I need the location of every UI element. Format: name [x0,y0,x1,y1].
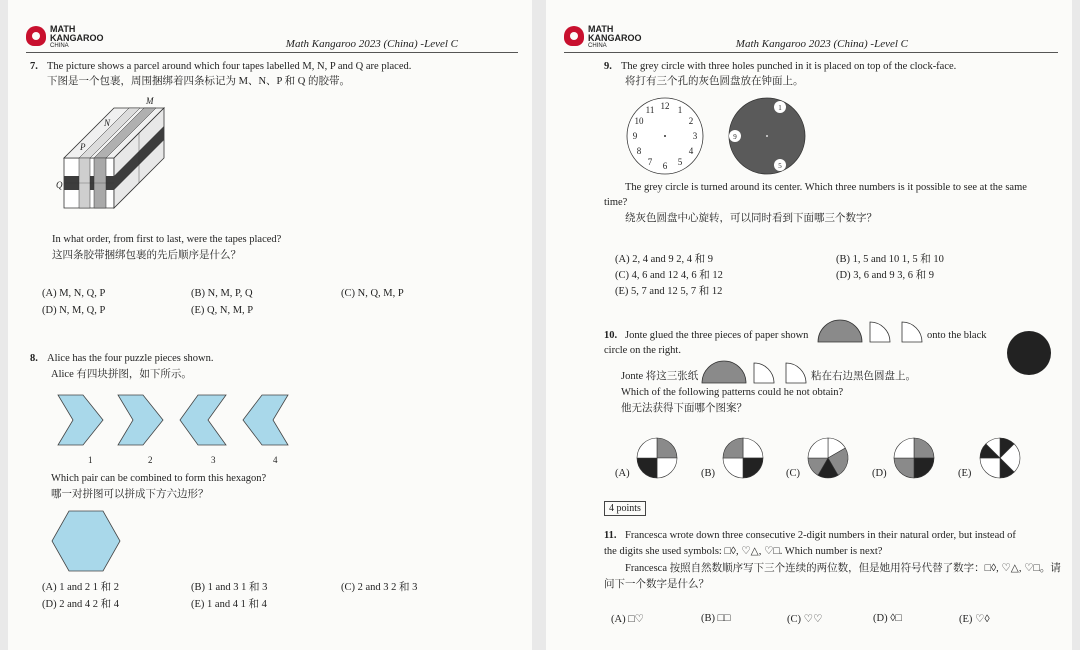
q9-text-en: The grey circle with three holes punched in it is placed on top of the clock-face. [621,61,957,72]
paper-pieces-figure [818,318,928,344]
math-kangaroo-logo [26,24,116,50]
q10-text-zh-a: Jonte 将这三张纸 [621,371,699,382]
q9-number: 9. [604,61,612,72]
q11-answer-a[interactable]: (A) □♡ [611,614,644,625]
paper-pieces-figure-2 [702,359,812,385]
q11-answer-e[interactable]: (E) ♡◊ [959,614,990,625]
q10-text-en-b: onto the black [927,330,987,341]
q8-ask-en: Which pair can be combined to form this hexagon? [51,473,267,484]
left-page [8,0,532,650]
piece-label-4: 4 [273,455,278,465]
tape-label-q: Q [56,180,63,190]
logo-line-1: MATH [588,24,614,34]
black-disc-figure [1006,330,1052,376]
q8-answer-d[interactable]: (D) 2 and 4 2 和 4 [42,599,119,610]
q10-text-en-a: Jonte glued the three pieces of paper shown [625,330,809,341]
q8-text-en: Alice has the four puzzle pieces shown. [47,353,214,364]
page-header [26,22,518,53]
q7-answer-a[interactable]: (A) M, N, Q, P [42,288,106,299]
q9-ask-en-2: time? [604,197,628,208]
q10-option-label-2[interactable]: (B) [701,468,715,479]
grey-disc-figure [727,96,807,176]
section-points-badge: 4 points [604,501,646,516]
q7-number: 7. [30,61,38,72]
clock-number-5: 5 [677,156,683,167]
q10-option-label-3[interactable]: (C) [786,468,800,479]
q11-number: 11. [604,530,617,541]
q7-ask-en: In what order, from first to last, were the tapes placed? [52,234,282,245]
q9-answer-b[interactable]: (B) 1, 5 and 10 1, 5 和 10 [836,254,944,265]
logo-line-3: CHINA [588,43,607,49]
puzzle-piece-4 [243,395,288,445]
q10-option-pattern-5[interactable] [978,436,1022,480]
header-title-right: Math Kangaroo 2023 (China) -Level C [735,38,908,50]
q10-ask-en: Which of the following patterns could he not obtain? [621,387,844,398]
q9-text-zh: 将打有三个孔的灰色圆盘放在钟面上。 [625,76,804,87]
clock-number-2: 2 [688,116,694,126]
clock-number-6: 6 [662,161,668,171]
clock-number-8: 8 [636,146,642,156]
hole-label-1: 1 [778,104,782,112]
q9-answer-a[interactable]: (A) 2, 4 and 9 2, 4 和 9 [615,254,713,265]
q7-text-en: The picture shows a parcel around which four tapes labelled M, N, P and Q are placed. [47,61,412,72]
q10-ask-zh: 他无法获得下面哪个图案？ [621,403,747,414]
q10-option-pattern-3[interactable] [806,436,850,480]
kangaroo-mark-icon [564,26,584,46]
clock-number-4: 4 [688,146,694,156]
puzzle-piece-3 [180,395,226,445]
q10-option-pattern-1[interactable] [635,436,679,480]
hole-label-9: 9 [733,133,737,141]
q7-answer-c[interactable]: (C) N, Q, M, P [341,288,404,299]
tape-label-p: P [80,142,86,152]
logo-line-2: KANGAROO [588,33,642,43]
q10-option-pattern-4[interactable] [892,436,936,480]
q11-text-en-2: the digits she used symbols: □◊, ♡△, ♡□. Which number is next? [604,546,883,557]
clock-number-3: 3 [692,131,698,141]
clock-face-figure [625,96,705,176]
q10-option-label-1[interactable]: (A) [615,468,630,479]
q9-answer-d[interactable]: (D) 3, 6 and 9 3, 6 和 9 [836,270,934,281]
q8-ask-zh: 哪一对拼图可以拼成下方六边形？ [51,489,209,500]
hexagon-figure [52,509,122,573]
q7-answer-b[interactable]: (B) N, M, P, Q [191,288,253,299]
piece-label-1: 1 [88,455,93,465]
q9-answer-c[interactable]: (C) 4, 6 and 12 4, 6 和 12 [615,270,723,281]
q8-answer-b[interactable]: (B) 1 and 3 1 和 3 [191,582,268,593]
clock-number-11: 11 [645,105,655,116]
clock-number-9: 9 [632,131,638,141]
logo-line-3: CHINA [50,43,69,49]
q11-text-zh-2: 问下一个数字是什么？ [604,579,709,590]
tape-label-m: M [146,96,154,106]
tape-label-n: N [104,118,111,128]
q10-option-pattern-2[interactable] [721,436,765,480]
parcel-figure [54,98,214,228]
hole-label-5: 5 [778,162,782,170]
q11-answer-b[interactable]: (B) □□ [701,613,731,624]
q8-answer-e[interactable]: (E) 1 and 4 1 和 4 [191,599,267,610]
q9-ask-en: The grey circle is turned around its center. Which three numbers is it possible to see at the same [625,182,1027,193]
clock-number-12: 12 [660,101,670,111]
page-header-right [564,22,1058,53]
q11-answer-c[interactable]: (C) ♡♡ [787,614,823,625]
right-page [546,0,1072,650]
q8-answer-a[interactable]: (A) 1 and 2 1 和 2 [42,582,119,593]
q11-answer-d[interactable]: (D) ◊□ [873,613,902,624]
puzzle-pieces-figure [48,385,298,465]
q10-number: 10. [604,330,618,341]
q8-answer-c[interactable]: (C) 2 and 3 2 和 3 [341,582,418,593]
q7-answer-e[interactable]: (E) Q, N, M, P [191,305,254,316]
puzzle-piece-1 [58,395,103,445]
q11-text-zh: Francesca 按照自然数顺序写下三个连续的两位数，但是她用符号代替了数字：□◊, ♡△, ♡□。请 [625,563,1061,574]
q10-text-en-c: circle on the right. [604,345,681,356]
q7-ask-zh: 这四条胶带捆绑包裹的先后顺序是什么？ [52,250,241,261]
q10-option-label-5[interactable]: (E) [958,468,972,479]
math-kangaroo-logo-right [564,24,654,50]
logo-line-1: MATH [50,24,76,34]
q9-answer-e[interactable]: (E) 5, 7 and 12 5, 7 和 12 [615,286,723,297]
q10-option-label-4[interactable]: (D) [872,468,887,479]
q10-text-zh-b: 粘在右边黑色圆盘上。 [811,371,916,382]
clock-number-7: 7 [647,156,653,167]
puzzle-piece-2 [118,395,163,445]
piece-label-3: 3 [211,455,216,465]
q8-text-zh: Alice 有四块拼图，如下所示。 [51,369,192,380]
q11-text-en: Francesca wrote down three consecutive 2-digit numbers in their natural order, but instead of [625,530,1016,541]
q8-number: 8. [30,353,38,364]
q7-text-zh: 下图是一个包裹，周围捆绑着四条标记为 M、N、P 和 Q 的胶带。 [47,76,350,87]
header-title: Math Kangaroo 2023 (China) -Level C [285,38,458,50]
clock-number-10: 10 [634,116,644,126]
kangaroo-mark-icon [26,26,46,46]
logo-line-2: KANGAROO [50,33,104,43]
q9-ask-zh: 绕灰色圆盘中心旋转，可以同时看到下面哪三个数字？ [625,213,877,224]
clock-number-1: 1 [677,105,683,116]
q7-answer-d[interactable]: (D) N, M, Q, P [42,305,106,316]
piece-label-2: 2 [148,455,153,465]
